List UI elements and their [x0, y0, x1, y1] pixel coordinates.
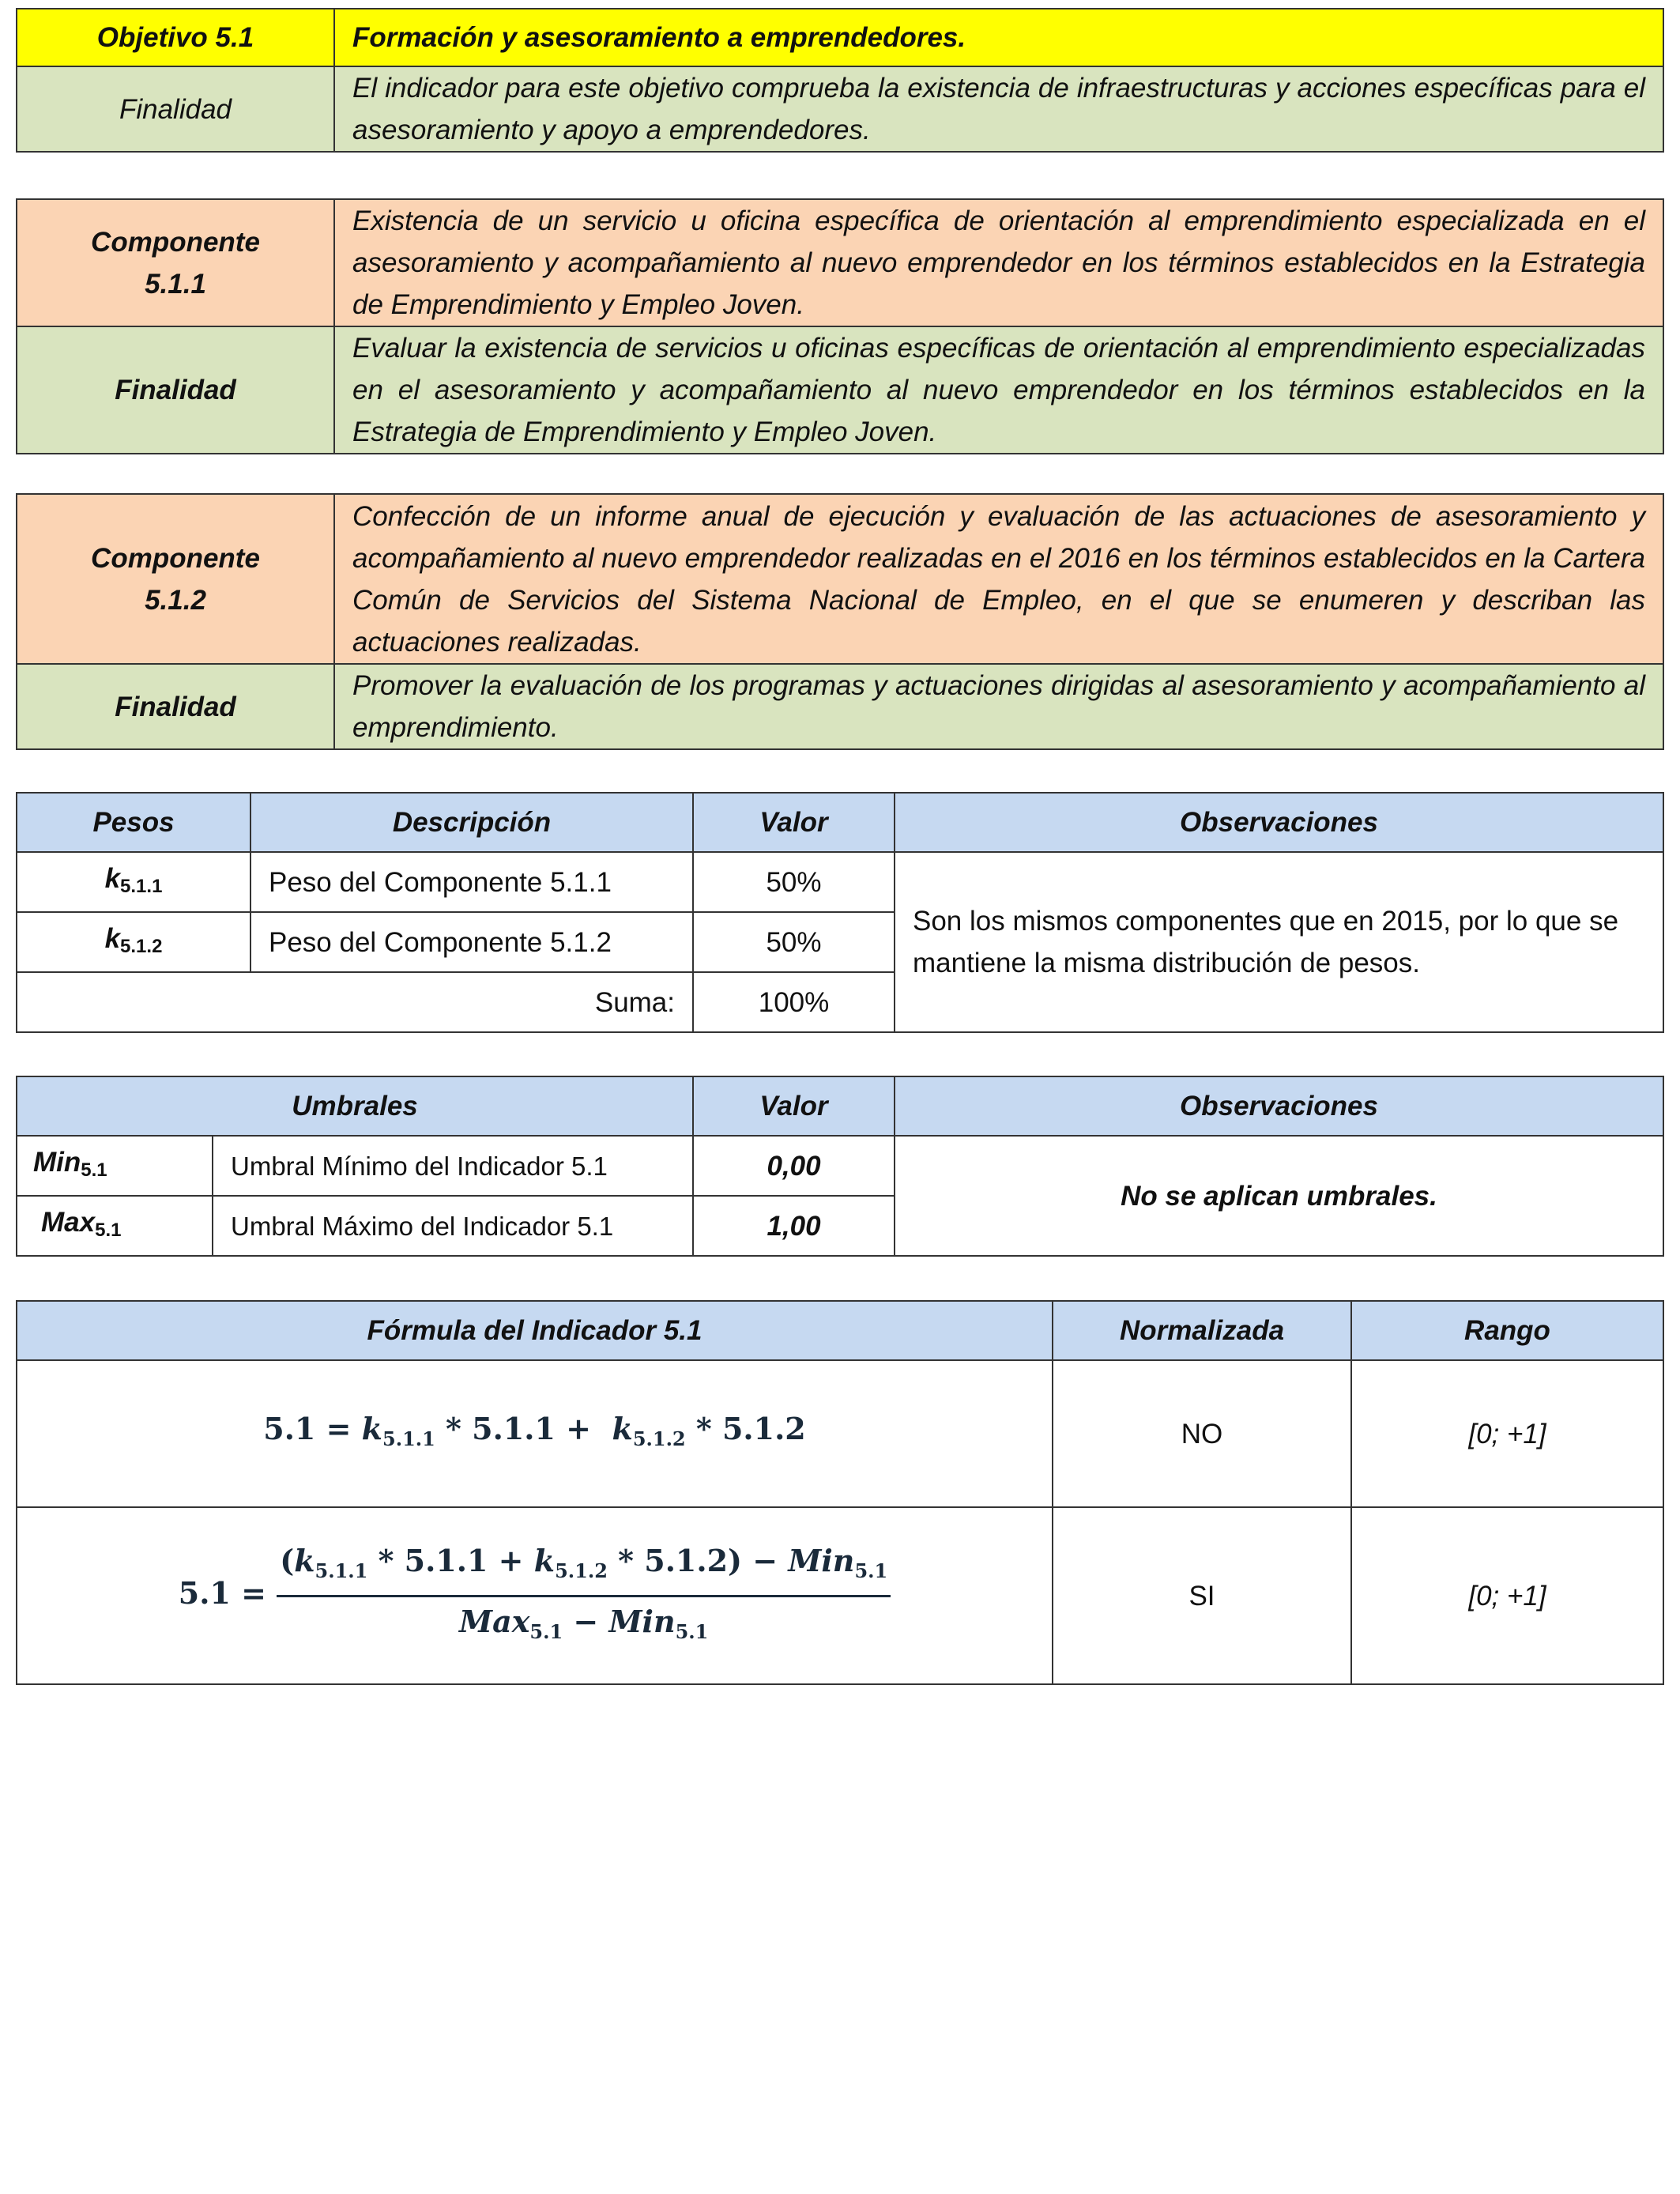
- formula-expression: 5.1 = $\frac{(k_{5.1.1} * 5.1.1 + k_{5.1.2} * 5.1.2) - Min_{5.1}}{Max_{5.1} - Min_{5.1}}$: [179, 1575, 891, 1611]
- formula-equation-normalized: [17, 1507, 1053, 1684]
- componente-512-text: Confección de un informe anual de ejecución y evaluación de las actuaciones de asesoramiento y acompañamiento al nuevo emprendedor realizadas en el 2016 en los términos establecidos en la Cartera Común de Servicios del Sistema Nacional de Empleo, en el que se enumeren y describan las actuaciones realizadas.: [334, 494, 1663, 664]
- objetivo-label: Objetivo 5.1: [17, 9, 334, 66]
- componente-512-label-line2: 5.1.2: [145, 584, 206, 616]
- umbral-value: 0,00: [693, 1136, 895, 1196]
- pesos-table: [16, 792, 1664, 1033]
- pesos-symbol: $k_{5.1.2}$: [17, 912, 250, 972]
- objetivo-finalidad-label: Finalidad: [17, 66, 334, 152]
- objetivo-finalidad-text: El indicador para este objetivo comprueba la existencia de infraestructuras y acciones específicas para el asesoramiento y apoyo a emprendedores.: [334, 66, 1663, 152]
- pesos-description: Peso del Componente 5.1.1: [250, 852, 693, 912]
- umbrales-header-umbrales: Umbrales: [17, 1076, 693, 1136]
- componente-511-finalidad-text: Evaluar la existencia de servicios u oficinas específicas de orientación al emprendimiento especializadas en el asesoramiento y acompañamiento al nuevo emprendedor en los términos establecidos en la Estrategia de Emprendimiento y Empleo Joven.: [334, 326, 1663, 454]
- umbral-description: Umbral Máximo del Indicador 5.1: [213, 1196, 693, 1256]
- pesos-description: Peso del Componente 5.1.2: [250, 912, 693, 972]
- formula-table: [16, 1300, 1664, 1685]
- umbral-description: Umbral Mínimo del Indicador 5.1: [213, 1136, 693, 1196]
- objetivo-table: [16, 8, 1664, 153]
- pesos-suma-label: Suma:: [17, 972, 693, 1032]
- pesos-observaciones: Son los mismos componentes que en 2015, por lo que se mantiene la misma distribución de pesos.: [895, 852, 1663, 1032]
- formula-header-rango: Rango: [1351, 1301, 1663, 1360]
- table-row: [17, 1136, 1663, 1196]
- pesos-header-descripcion: Descripción: [250, 793, 693, 852]
- componente-511-label-line1: Componente: [91, 226, 260, 258]
- pesos-suma-value: 100%: [693, 972, 895, 1032]
- umbral-symbol: Min$_{5.1}$: [17, 1136, 213, 1196]
- componente-512-table: [16, 493, 1664, 750]
- formula-expression: $5.1 = k_{5.1.1} * 5.1.1 + k_{5.1.2} * 5.1.2$: [263, 1411, 806, 1450]
- table-row: [17, 1360, 1663, 1507]
- pesos-header-valor: Valor: [693, 793, 895, 852]
- componente-512-finalidad-text: Promover la evaluación de los programas y actuaciones dirigidas al asesoramiento y acompañamiento al emprendimiento.: [334, 664, 1663, 749]
- componente-511-label: [17, 199, 334, 326]
- formula-equation-standard: [17, 1360, 1053, 1507]
- formula-header-normalizada: Normalizada: [1053, 1301, 1351, 1360]
- componente-512-finalidad-label: Finalidad: [17, 664, 334, 749]
- formula-header-formula: Fórmula del Indicador 5.1: [17, 1301, 1053, 1360]
- formula-normalizada: SI: [1053, 1507, 1351, 1684]
- componente-512-label: [17, 494, 334, 664]
- pesos-header-observaciones: Observaciones: [895, 793, 1663, 852]
- pesos-value: 50%: [693, 852, 895, 912]
- umbrales-table: [16, 1076, 1664, 1257]
- umbral-symbol: Max$_{5.1}$: [17, 1196, 213, 1256]
- componente-511-label-line2: 5.1.1: [145, 268, 206, 300]
- componente-512-label-line1: Componente: [91, 542, 260, 574]
- table-row: [17, 852, 1663, 912]
- umbrales-observaciones: No se aplican umbrales.: [895, 1136, 1663, 1256]
- objetivo-title: Formación y asesoramiento a emprendedores.: [334, 9, 1663, 66]
- umbral-value: 1,00: [693, 1196, 895, 1256]
- formula-rango: [0; +1]: [1351, 1360, 1663, 1507]
- pesos-symbol: $k_{5.1.1}$: [17, 852, 250, 912]
- componente-511-finalidad-label: Finalidad: [17, 326, 334, 454]
- componente-511-table: [16, 198, 1664, 454]
- pesos-header-pesos: Pesos: [17, 793, 250, 852]
- componente-511-text: Existencia de un servicio u oficina específica de orientación al emprendimiento especializada en el asesoramiento y acompañamiento al nuevo emprendedor en los términos establecidos en la Estrategia de Emprendimiento y Empleo Joven.: [334, 199, 1663, 326]
- umbrales-header-valor: Valor: [693, 1076, 895, 1136]
- formula-normalizada: NO: [1053, 1360, 1351, 1507]
- pesos-value: 50%: [693, 912, 895, 972]
- table-row: [17, 1507, 1663, 1684]
- umbrales-header-observaciones: Observaciones: [895, 1076, 1663, 1136]
- formula-rango: [0; +1]: [1351, 1507, 1663, 1684]
